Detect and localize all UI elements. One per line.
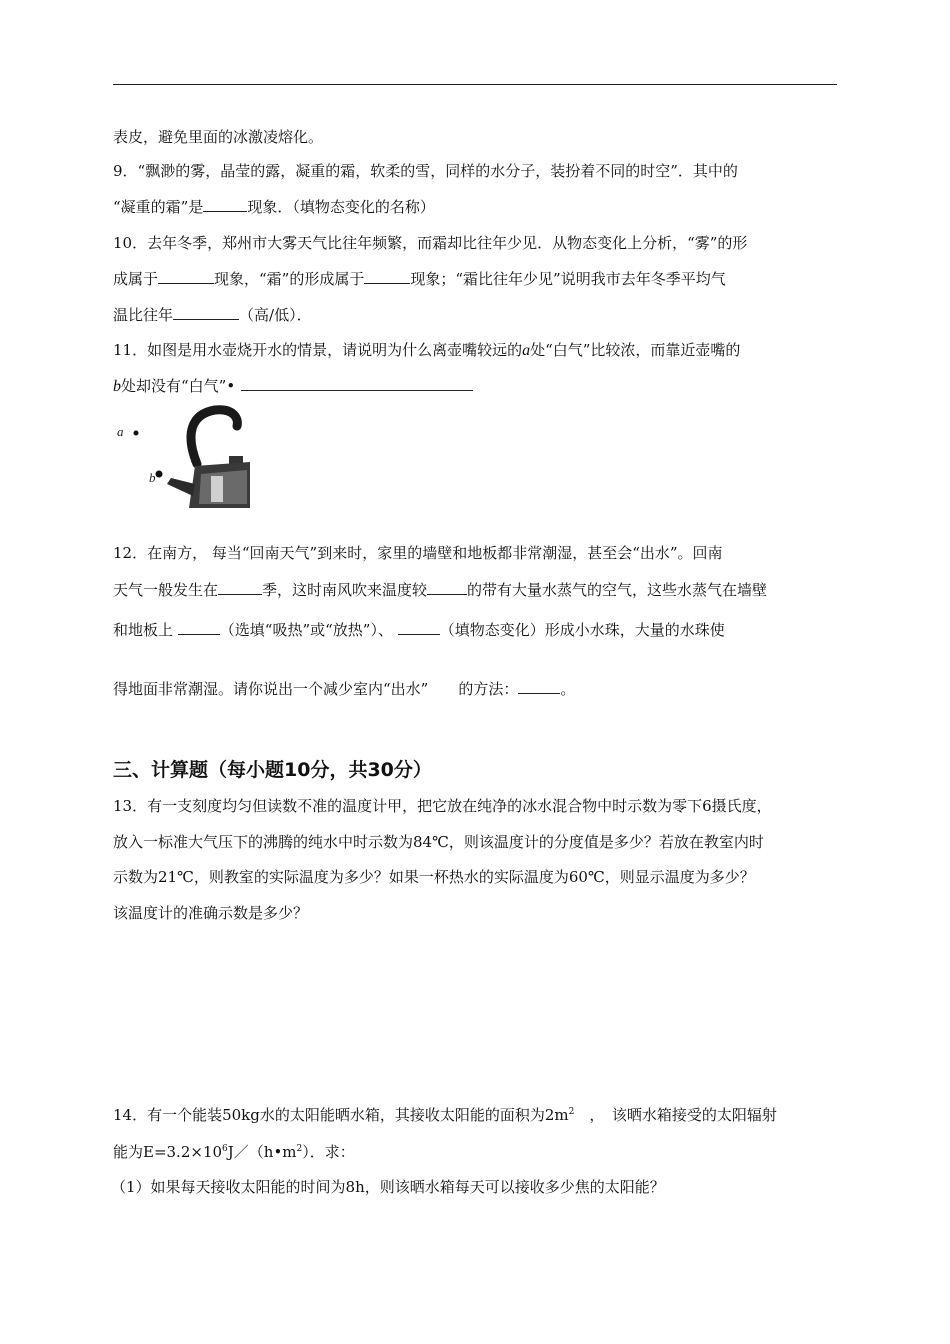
point-b-marker bbox=[156, 471, 163, 478]
superscript: 6 bbox=[222, 1144, 228, 1154]
text: 处“白气”比较浓，而靠近壶嘴的 bbox=[530, 341, 741, 359]
text: 现象；“霜比往年少见”说明我市去年冬季平均气 bbox=[410, 270, 726, 288]
text: 天气一般发生在 bbox=[113, 581, 219, 599]
text: 处却没有“白气”• bbox=[121, 377, 236, 395]
answer-blank[interactable] bbox=[173, 305, 239, 320]
question-12-line-3 bbox=[113, 620, 725, 640]
answer-blank[interactable] bbox=[364, 269, 410, 284]
text: （高/低）． bbox=[239, 306, 312, 324]
question-12-line-1: 12．在南方， 每当“回南天气”到来时，家里的墙壁和地板都非常潮湿，甚至会“出水”。回南 bbox=[113, 544, 723, 562]
text: 现象，“霜”的形成属于 bbox=[214, 270, 365, 288]
question-10-line-2 bbox=[113, 269, 726, 289]
kettle-handle bbox=[191, 410, 237, 464]
answer-blank[interactable] bbox=[398, 620, 440, 635]
text: 的带有大量水蒸气的空气，这些水蒸气在墙壁 bbox=[467, 581, 768, 599]
text: 和地板上 bbox=[113, 621, 178, 639]
question-13-line-4: 该温度计的准确示数是多少？ bbox=[113, 904, 309, 922]
question-11-line-1 bbox=[113, 340, 740, 361]
answer-blank[interactable] bbox=[178, 620, 220, 635]
kettle-illustration bbox=[115, 404, 250, 508]
text: 成属于 bbox=[113, 270, 159, 288]
question-9-line-1: 9．“飘渺的雾，晶莹的露，凝重的霜，软柔的雪，同样的水分子，装扮着不同的时空”．其中的 bbox=[113, 162, 738, 180]
text: 14．有一个能装50kg水的太阳能晒水箱，其接收太阳能的面积为2m bbox=[113, 1106, 569, 1124]
answer-blank[interactable] bbox=[218, 580, 262, 595]
kettle-figure bbox=[115, 404, 250, 508]
text: （填物态变化）形成小水珠，大量的水珠使 bbox=[439, 621, 725, 639]
question-9-line-2 bbox=[113, 197, 435, 217]
text: J／（h•m bbox=[227, 1143, 297, 1161]
answer-blank[interactable] bbox=[158, 269, 214, 284]
text: “凝重的霜”是 bbox=[113, 198, 204, 216]
question-13-line-3: 示数为21℃，则教室的实际温度为多少？如果一杯热水的实际温度为60℃，则显示温度为多少？ bbox=[113, 868, 755, 886]
question-10-line-3 bbox=[113, 305, 312, 325]
label-a: a bbox=[522, 342, 531, 359]
section-heading: 三、计算题（每小题10分，共30分） bbox=[113, 759, 432, 781]
text: 得地面非常潮湿。请你说出一个减少室内“出水” 的方法： bbox=[113, 680, 519, 698]
question-12-line-4 bbox=[113, 679, 575, 699]
superscript: 2 bbox=[568, 1107, 575, 1117]
question-14-line-3: （1）如果每天接收太阳能的时间为8h，则该晒水箱每天可以接收多少焦的太阳能？ bbox=[111, 1178, 665, 1196]
figure-label-b: b bbox=[149, 470, 156, 485]
text: 。 bbox=[560, 680, 576, 698]
text: 季，这时南风吹来温度较 bbox=[262, 581, 428, 599]
text: 温比往年 bbox=[113, 306, 174, 324]
answer-blank[interactable] bbox=[203, 197, 247, 212]
kettle-spout bbox=[167, 478, 195, 496]
point-a-marker bbox=[134, 431, 139, 436]
label-b: b bbox=[113, 378, 121, 395]
answer-blank[interactable] bbox=[427, 580, 467, 595]
question-13-line-2: 放入一标准大气压下的沸腾的纯水中时示数为84℃，则该温度计的分度值是多少？若放在教室内时 bbox=[113, 833, 764, 851]
question-10-line-1: 10．去年冬季，郑州市大雾天气比往年频繁，而霜却比往年少见．从物态变化上分析，“雾”的形 bbox=[113, 234, 748, 252]
text: ， 该晒水箱接受的太阳辐射 bbox=[574, 1106, 777, 1124]
superscript: 2 bbox=[296, 1144, 303, 1154]
answer-blank[interactable] bbox=[241, 376, 473, 391]
text: 现象．（填物态变化的名称） bbox=[247, 198, 435, 216]
question-11-line-2 bbox=[113, 376, 473, 397]
question-12-line-2 bbox=[113, 580, 767, 600]
text: 能为E=3.2×10 bbox=[113, 1143, 223, 1161]
question-13-line-1: 13．有一支刻度均匀但读数不准的温度计甲，把它放在纯净的冰水混合物中时示数为零下6摄氏度， bbox=[113, 797, 772, 815]
kettle-reflection bbox=[211, 476, 223, 502]
question-14-line-2 bbox=[113, 1142, 355, 1162]
answer-blank[interactable] bbox=[518, 679, 560, 694]
header-rule bbox=[113, 84, 837, 85]
figure-label-a: a bbox=[117, 424, 124, 439]
text: （选填“吸热”或“放热”）、 bbox=[219, 621, 398, 639]
question-14-line-1 bbox=[113, 1105, 777, 1125]
text: ）．求： bbox=[302, 1143, 355, 1161]
text-line: 表皮，避免里面的冰激凌熔化。 bbox=[113, 128, 324, 146]
text: 11．如图是用水壶烧开水的情景，请说明为什么离壶嘴较远的 bbox=[113, 341, 523, 359]
